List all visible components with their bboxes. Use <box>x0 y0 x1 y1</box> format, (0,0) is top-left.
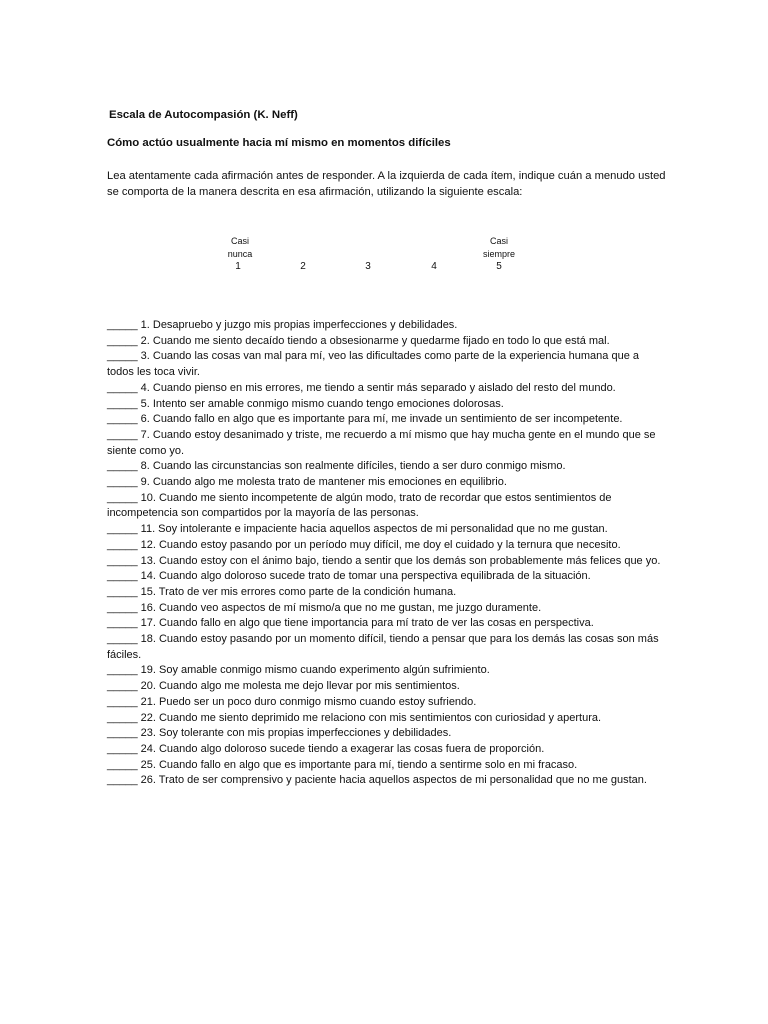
scale-high-label-line1: Casi <box>489 236 508 246</box>
list-item: _____ 14. Cuando algo doloroso sucede trato de tomar una perspectiva equilibrada de la situación. <box>107 570 591 583</box>
list-item: _____ 5. Intento ser amable conmigo mismo cuando tengo emociones dolorosas. <box>107 397 504 410</box>
list-item: _____ 25. Cuando fallo en algo que es importante para mí, tiendo a sentirme solo en mi fracaso. <box>107 758 578 771</box>
list-item: _____ 22. Cuando me siento deprimido me relaciono con mis sentimientos con curiosidad y apertura. <box>107 711 602 724</box>
list-item: _____ 20. Cuando algo me molesta me dejo llevar por mis sentimientos. <box>107 680 460 693</box>
document-subtitle: Cómo actúo usualmente hacia mí mismo en momentos difíciles <box>107 137 451 149</box>
scale-low-label-line1: Casi <box>230 236 249 246</box>
scale-low-label-line2: nunca <box>227 249 253 259</box>
list-item: _____ 11. Soy intolerante e impaciente hacia aquellos aspectos de mi personalidad que no me gustan. <box>107 523 608 536</box>
list-item: _____ 6. Cuando fallo en algo que es importante para mí, me invade un sentimiento de ser incompetente. <box>107 413 623 426</box>
list-item: _____ 8. Cuando las circunstancias son realmente difíciles, tiendo a ser duro conmigo mismo. <box>107 460 566 473</box>
list-item: _____ 13. Cuando estoy con el ánimo bajo, tiendo a sentir que los demás son probablemente más felices que yo. <box>107 554 661 567</box>
instructions-paragraph: Lea atentamente cada afirmación antes de responder. A la izquierda de cada ítem, indique cuán a menudo usted se comporta de la manera descrita en esa afirmación, utilizando la siguiente escala: <box>107 170 666 198</box>
list-item: _____ 17. Cuando fallo en algo que tiene importancia para mí trato de ver las cosas en perspectiva. <box>107 617 594 630</box>
list-item: _____ 2. Cuando me siento decaído tiendo a obsesionarme y quedarme fijado en todo lo que está mal. <box>107 334 610 347</box>
list-item: _____ 4. Cuando pienso en mis errores, me tiendo a sentir más separado y aislado del resto del mundo. <box>107 381 616 394</box>
scale-high-label <box>480 235 518 261</box>
scale-point-2: 2 <box>300 261 306 272</box>
scale-low-label <box>226 235 254 261</box>
list-item: _____ 3. Cuando las cosas van mal para mí, veo las dificultades como parte de la experiencia humana que a todos les toca vivir. <box>107 350 639 379</box>
list-item: _____ 1. Desapruebo y juzgo mis propias imperfecciones y debilidades. <box>107 319 458 331</box>
list-item: _____ 9. Cuando algo me molesta trato de mantener mis emociones en equilibrio. <box>107 476 507 489</box>
document-title: Escala de Autocompasión (K. Neff) <box>109 109 298 121</box>
list-item: _____ 23. Soy tolerante con mis propias imperfecciones y debilidades. <box>107 727 452 740</box>
scale-point-4: 4 <box>431 261 437 272</box>
list-item: _____ 19. Soy amable conmigo mismo cuando experimento algún sufrimiento. <box>107 664 490 677</box>
list-item: _____ 7. Cuando estoy desanimado y triste, me recuerdo a mí mismo que hay mucha gente en el mundo que se siente como yo. <box>107 428 656 457</box>
scale-point-1: 1 <box>235 261 241 272</box>
list-item: _____ 15. Trato de ver mis errores como parte de la condición humana. <box>107 585 457 598</box>
list-item: _____ 16. Cuando veo aspectos de mí mismo/a que no me gustan, me juzgo duramente. <box>107 601 542 614</box>
list-item: _____ 21. Puedo ser un poco duro conmigo mismo cuando estoy sufriendo. <box>107 695 477 708</box>
list-item: _____ 10. Cuando me siento incompetente de algún modo, trato de recordar que estos sentimientos de incompetencia son compartidos por la mayoría de las personas. <box>107 491 612 520</box>
list-item: _____ 26. Trato de ser comprensivo y paciente hacia aquellos aspectos de mi personalidad que no me gustan. <box>107 774 647 787</box>
list-item: _____ 12. Cuando estoy pasando por un período muy difícil, me doy el cuidado y la ternura que necesito. <box>107 538 621 551</box>
list-item: _____ 24. Cuando algo doloroso sucede tiendo a exagerar las cosas fuera de proporción. <box>107 742 545 755</box>
scale-point-3: 3 <box>365 261 371 272</box>
item-list <box>107 318 667 789</box>
scale-high-label-line2: siempre <box>482 249 515 259</box>
list-item: _____ 18. Cuando estoy pasando por un momento difícil, tiendo a pensar que para los demás las cosas son más fáciles. <box>107 633 659 661</box>
scale-point-5: 5 <box>496 261 502 272</box>
